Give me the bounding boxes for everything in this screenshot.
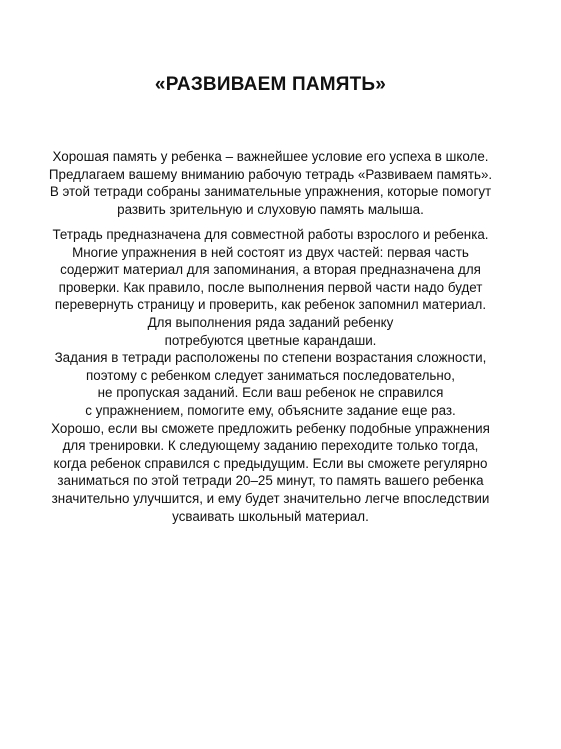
text-line: не пропуская заданий. Если ваш ребенок не справился <box>97 385 444 401</box>
text-line: усваивать школьный материал. <box>172 508 369 524</box>
text-line: значительно улучшится, и ему будет значительно легче впоследствии <box>51 490 490 506</box>
text-line: потребуются цветные карандаши. <box>164 332 377 348</box>
text-line: для тренировки. К следующему заданию переходите только тогда, <box>62 438 479 454</box>
page-title: «РАЗВИВАЕМ ПАМЯТЬ» <box>154 74 387 95</box>
text-line: проверки. Как правило, после выполнения первой части надо будет <box>58 279 483 295</box>
text-line: Хорошо, если вы сможете предложить ребенку подобные упражнения <box>51 420 490 436</box>
body-paragraph <box>0 226 541 525</box>
text-line: Тетрадь предназначена для совместной работы взрослого и ребенка. <box>52 227 489 242</box>
text-line: Для выполнения ряда заданий ребенку <box>147 314 394 330</box>
text-line: поэтому с ребенком следует заниматься последовательно, <box>86 367 455 383</box>
intro-paragraph <box>0 148 541 218</box>
text-line: Задания в тетради расположены по степени возрастания сложности, <box>54 350 487 366</box>
text-line: когда ребенок справился с предыдущим. Если вы сможете регулярно <box>53 455 488 471</box>
text-line: Многие упражнения в ней состоят из двух частей: первая часть <box>72 244 469 260</box>
text-line: перевернуть страницу и проверить, как ребенок запомнил материал. <box>54 297 487 313</box>
text-line: содержит материал для запоминания, а вторая предназначена для <box>60 262 481 278</box>
text-line: Предлагаем вашему вниманию рабочую тетрадь «Развиваем память». <box>48 166 493 182</box>
text-line: В этой тетради собраны занимательные упражнения, которые помогут <box>49 184 492 200</box>
text-line: Хорошая память у ребенка – важнейшее условие его успеха в школе. <box>52 149 489 164</box>
text-line: заниматься по этой тетради 20–25 минут, то память вашего ребенка <box>57 473 484 489</box>
text-line: развить зрительную и слуховую память малыша. <box>117 201 424 217</box>
text-line: с упражнением, помогите ему, объясните задание еще раз. <box>85 402 456 418</box>
